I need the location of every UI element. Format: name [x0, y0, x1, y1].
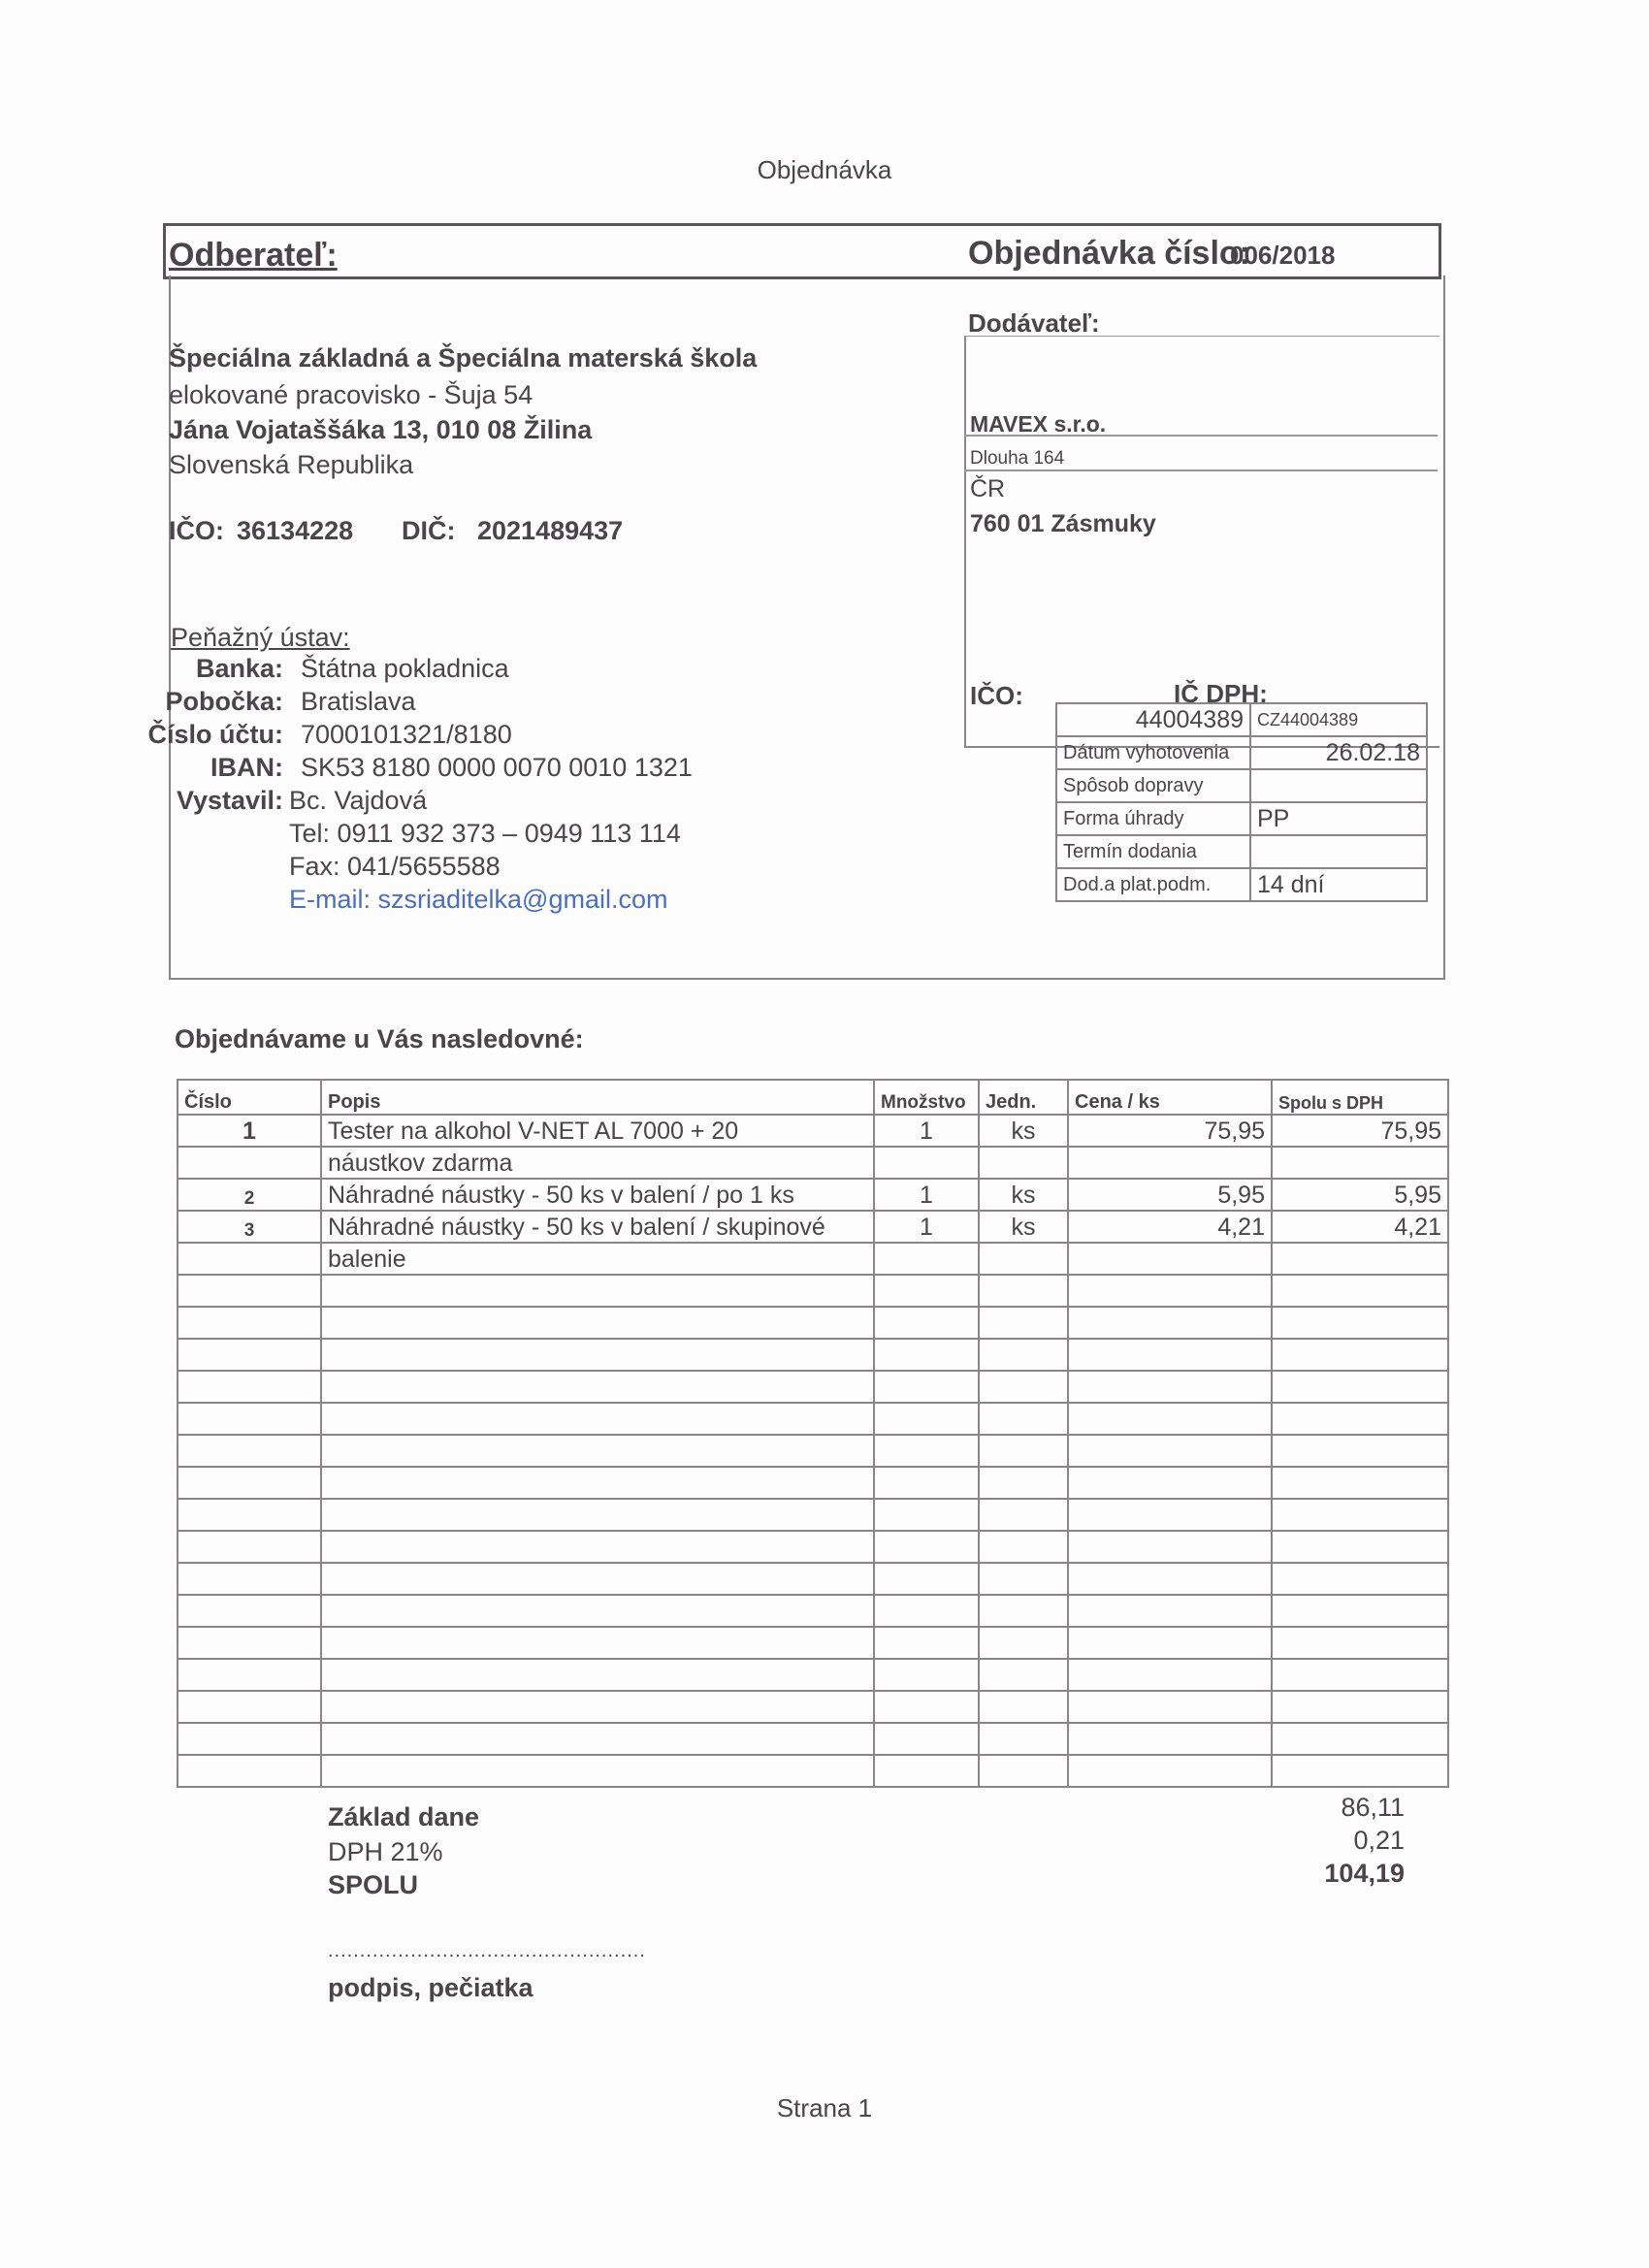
- empty-cell: [979, 1435, 1068, 1467]
- empty-cell: [1068, 1435, 1272, 1467]
- customer-ico-label: IČO:: [169, 516, 224, 545]
- cell-qty: 1: [874, 1115, 979, 1147]
- empty-cell: [979, 1755, 1068, 1787]
- empty-cell: [1068, 1499, 1272, 1531]
- empty-cell: [979, 1595, 1068, 1627]
- empty-table-row: [178, 1627, 1448, 1659]
- empty-cell: [1272, 1627, 1448, 1659]
- cell-no: [178, 1147, 321, 1179]
- cell-unit: [979, 1147, 1068, 1179]
- fax: Fax: 041/5655588: [289, 852, 501, 881]
- cell-total: [1272, 1243, 1448, 1275]
- empty-cell: [321, 1691, 874, 1723]
- empty-cell: [874, 1723, 979, 1755]
- cell-qty: [874, 1243, 979, 1275]
- account-label: Číslo účtu:: [147, 720, 283, 749]
- supplier-name: MAVEX s.r.o.: [970, 411, 1107, 437]
- empty-cell: [1272, 1275, 1448, 1307]
- empty-cell: [1068, 1627, 1272, 1659]
- empty-table-row: [178, 1499, 1448, 1531]
- supplier-street: Dlouha 164: [970, 448, 1065, 469]
- detail-label: Forma úhrady: [1056, 802, 1250, 835]
- empty-cell: [979, 1339, 1068, 1371]
- empty-cell: [321, 1339, 874, 1371]
- empty-table-row: [178, 1307, 1448, 1339]
- empty-cell: [1068, 1275, 1272, 1307]
- empty-cell: [321, 1563, 874, 1595]
- branch-label: Pobočka:: [165, 687, 283, 716]
- empty-cell: [178, 1275, 321, 1307]
- empty-table-row: [178, 1371, 1448, 1403]
- cell-desc: Tester na alkohol V-NET AL 7000 + 20: [321, 1115, 874, 1147]
- table-row: [178, 1211, 1448, 1243]
- empty-table-row: [178, 1531, 1448, 1563]
- table-row: [178, 1115, 1448, 1147]
- column-header: Jedn.: [979, 1080, 1068, 1115]
- empty-cell: [1068, 1307, 1272, 1339]
- cell-no: 3: [178, 1211, 321, 1243]
- empty-cell: [1272, 1307, 1448, 1339]
- cell-unit: ks: [979, 1211, 1068, 1243]
- empty-cell: [321, 1499, 874, 1531]
- phone: Tel: 0911 932 373 – 0949 113 114: [289, 819, 681, 848]
- empty-cell: [178, 1627, 321, 1659]
- empty-cell: [178, 1563, 321, 1595]
- empty-cell: [178, 1499, 321, 1531]
- empty-cell: [1068, 1691, 1272, 1723]
- cell-desc: Náhradné náustky - 50 ks v balení / po 1 ks: [321, 1179, 874, 1211]
- empty-cell: [178, 1531, 321, 1563]
- empty-cell: [1272, 1403, 1448, 1435]
- empty-cell: [178, 1691, 321, 1723]
- signature-label: podpis, pečiatka: [328, 1973, 534, 2002]
- empty-cell: [321, 1723, 874, 1755]
- detail-value: [1250, 835, 1427, 868]
- detail-value: PP: [1250, 802, 1427, 835]
- empty-cell: [178, 1595, 321, 1627]
- cell-qty: 1: [874, 1211, 979, 1243]
- empty-cell: [1272, 1371, 1448, 1403]
- table-row: [1056, 835, 1427, 868]
- empty-cell: [321, 1307, 874, 1339]
- total-value: 104,19: [1324, 1859, 1405, 1888]
- cell-total: 4,21: [1272, 1211, 1448, 1243]
- empty-cell: [178, 1659, 321, 1691]
- detail-label: Dátum vyhotovenia: [1056, 736, 1250, 769]
- order-number: 006/2018: [1230, 241, 1336, 270]
- empty-cell: [178, 1435, 321, 1467]
- email-link[interactable]: E-mail: szsriaditelka@gmail.com: [289, 885, 668, 914]
- issued-by: Bc. Vajdová: [289, 786, 428, 815]
- empty-table-row: [178, 1595, 1448, 1627]
- empty-cell: [979, 1275, 1068, 1307]
- empty-cell: [1272, 1723, 1448, 1755]
- cell-desc: balenie: [321, 1243, 874, 1275]
- customer-dic-label: DIČ:: [402, 516, 456, 545]
- customer-label: Odberateľ:: [169, 237, 338, 274]
- empty-cell: [874, 1467, 979, 1499]
- cell-total: [1272, 1147, 1448, 1179]
- cell-price: [1068, 1147, 1272, 1179]
- empty-table-row: [178, 1691, 1448, 1723]
- supplier-country: ČR: [970, 475, 1006, 502]
- cell-price: 75,95: [1068, 1115, 1272, 1147]
- empty-cell: [178, 1371, 321, 1403]
- empty-cell: [874, 1659, 979, 1691]
- empty-cell: [1272, 1531, 1448, 1563]
- empty-cell: [979, 1531, 1068, 1563]
- supplier-city: 760 01 Zásmuky: [970, 510, 1156, 537]
- cell-price: 5,95: [1068, 1179, 1272, 1211]
- supplier-icdph: CZ44004389: [1250, 703, 1427, 736]
- cell-qty: [874, 1147, 979, 1179]
- empty-cell: [874, 1403, 979, 1435]
- detail-label: Spôsob dopravy: [1056, 769, 1250, 802]
- iban-label: IBAN:: [210, 753, 283, 782]
- empty-cell: [321, 1435, 874, 1467]
- empty-table-row: [178, 1467, 1448, 1499]
- empty-cell: [1272, 1659, 1448, 1691]
- vat-label: DPH 21%: [328, 1837, 443, 1866]
- customer-ico: 36134228: [237, 516, 354, 545]
- empty-cell: [321, 1627, 874, 1659]
- detail-label: Dod.a plat.podm.: [1056, 868, 1250, 901]
- empty-cell: [874, 1755, 979, 1787]
- empty-cell: [1068, 1403, 1272, 1435]
- empty-cell: [1068, 1595, 1272, 1627]
- empty-cell: [1272, 1499, 1448, 1531]
- cell-no: [178, 1243, 321, 1275]
- empty-cell: [178, 1339, 321, 1371]
- supplier-ico: 44004389: [1056, 703, 1250, 736]
- table-row: [1056, 736, 1427, 769]
- empty-table-row: [178, 1563, 1448, 1595]
- supplier-label: Dodávateľ:: [968, 308, 1100, 338]
- table-row: [178, 1147, 1448, 1179]
- empty-cell: [1272, 1691, 1448, 1723]
- bank-section-label: Peňažný ústav:: [171, 623, 350, 652]
- customer-branch: elokované pracovisko - Šuja 54: [169, 380, 534, 409]
- empty-cell: [979, 1403, 1068, 1435]
- empty-table-row: [178, 1435, 1448, 1467]
- empty-cell: [874, 1563, 979, 1595]
- items-table: [177, 1079, 1449, 1788]
- empty-cell: [321, 1371, 874, 1403]
- customer-country: Slovenská Republika: [169, 450, 414, 479]
- empty-table-row: [178, 1275, 1448, 1307]
- empty-cell: [1272, 1755, 1448, 1787]
- empty-cell: [1272, 1467, 1448, 1499]
- empty-cell: [1272, 1563, 1448, 1595]
- empty-cell: [178, 1403, 321, 1435]
- cell-unit: ks: [979, 1179, 1068, 1211]
- empty-cell: [1272, 1595, 1448, 1627]
- detail-label: Termín dodania: [1056, 835, 1250, 868]
- empty-cell: [979, 1627, 1068, 1659]
- empty-cell: [874, 1627, 979, 1659]
- empty-table-row: [178, 1403, 1448, 1435]
- document-title: Objednávka: [757, 155, 892, 184]
- column-header: Spolu s DPH: [1272, 1080, 1448, 1115]
- empty-cell: [979, 1467, 1068, 1499]
- table-row: [1056, 769, 1427, 802]
- customer-street: Jána Vojataššáka 13, 010 08 Žilina: [169, 415, 593, 444]
- column-header: Popis: [321, 1080, 874, 1115]
- empty-cell: [178, 1723, 321, 1755]
- empty-cell: [1272, 1339, 1448, 1371]
- empty-cell: [178, 1755, 321, 1787]
- supplier-icdph-label: IČ DPH:: [1174, 679, 1268, 708]
- table-header-row: [178, 1080, 1448, 1115]
- empty-cell: [178, 1307, 321, 1339]
- empty-cell: [321, 1755, 874, 1787]
- order-number-label: Objednávka číslo:: [968, 235, 1250, 272]
- column-header: Cena / ks: [1068, 1080, 1272, 1115]
- supplier-ico-label: IČO:: [970, 681, 1023, 710]
- empty-cell: [874, 1691, 979, 1723]
- empty-cell: [1068, 1563, 1272, 1595]
- customer-dic: 2021489437: [477, 516, 624, 545]
- empty-cell: [874, 1531, 979, 1563]
- empty-cell: [321, 1403, 874, 1435]
- cell-qty: 1: [874, 1179, 979, 1211]
- empty-cell: [874, 1307, 979, 1339]
- branch-value: Bratislava: [301, 687, 416, 716]
- cell-price: 4,21: [1068, 1211, 1272, 1243]
- empty-cell: [874, 1275, 979, 1307]
- cell-price: [1068, 1243, 1272, 1275]
- column-header: Množstvo: [874, 1080, 979, 1115]
- empty-cell: [1272, 1435, 1448, 1467]
- empty-cell: [979, 1723, 1068, 1755]
- table-row: [178, 1243, 1448, 1275]
- signature-line: ..................................................: [328, 1940, 646, 1961]
- detail-value: [1250, 769, 1427, 802]
- empty-cell: [321, 1531, 874, 1563]
- empty-table-row: [178, 1755, 1448, 1787]
- total-label: SPOLU: [328, 1870, 419, 1899]
- empty-cell: [979, 1499, 1068, 1531]
- empty-cell: [874, 1499, 979, 1531]
- tax-base-value: 86,11: [1341, 1793, 1405, 1822]
- empty-cell: [874, 1339, 979, 1371]
- customer-name: Špeciálna základná a Špeciálna materská škola: [169, 343, 758, 373]
- cell-total: 75,95: [1272, 1115, 1448, 1147]
- empty-cell: [1068, 1467, 1272, 1499]
- empty-cell: [979, 1307, 1068, 1339]
- cell-desc: náustkov zdarma: [321, 1147, 874, 1179]
- iban-value: SK53 8180 0000 0070 0010 1321: [301, 753, 693, 782]
- table-row: [178, 1179, 1448, 1211]
- column-header: Číslo: [178, 1080, 321, 1115]
- empty-cell: [874, 1595, 979, 1627]
- cell-total: 5,95: [1272, 1179, 1448, 1211]
- empty-cell: [979, 1563, 1068, 1595]
- table-row: [1056, 868, 1427, 901]
- detail-value: 14 dní: [1250, 868, 1427, 901]
- items-intro: Objednávame u Vás nasledovné:: [175, 1024, 584, 1053]
- empty-cell: [321, 1595, 874, 1627]
- cell-no: 2: [178, 1179, 321, 1211]
- empty-cell: [321, 1467, 874, 1499]
- vat-value: 0,21: [1353, 1826, 1405, 1855]
- empty-cell: [1068, 1755, 1272, 1787]
- table-row: [1056, 802, 1427, 835]
- empty-cell: [979, 1659, 1068, 1691]
- cell-no: 1: [178, 1115, 321, 1147]
- order-details-table: [1055, 702, 1428, 902]
- empty-cell: [321, 1659, 874, 1691]
- empty-cell: [874, 1435, 979, 1467]
- empty-cell: [321, 1275, 874, 1307]
- bank-label: Banka:: [195, 654, 283, 683]
- cell-desc: Náhradné náustky - 50 ks v balení / skupinové: [321, 1211, 874, 1243]
- divider: [964, 470, 1438, 471]
- empty-table-row: [178, 1723, 1448, 1755]
- empty-table-row: [178, 1339, 1448, 1371]
- empty-cell: [1068, 1723, 1272, 1755]
- detail-value: 26.02.18: [1250, 736, 1427, 769]
- empty-cell: [1068, 1531, 1272, 1563]
- empty-cell: [1068, 1339, 1272, 1371]
- empty-cell: [1068, 1371, 1272, 1403]
- page-number: Strana 1: [776, 2093, 873, 2122]
- empty-cell: [1068, 1659, 1272, 1691]
- issued-by-label: Vystavil:: [176, 786, 283, 815]
- account-value: 7000101321/8180: [301, 720, 512, 749]
- empty-cell: [979, 1691, 1068, 1723]
- bank-value: Štátna pokladnica: [301, 654, 509, 683]
- table-row: [1056, 703, 1427, 736]
- cell-unit: [979, 1243, 1068, 1275]
- empty-table-row: [178, 1659, 1448, 1691]
- empty-cell: [178, 1467, 321, 1499]
- cell-unit: ks: [979, 1115, 1068, 1147]
- empty-cell: [874, 1371, 979, 1403]
- tax-base-label: Základ dane: [328, 1802, 480, 1831]
- empty-cell: [979, 1371, 1068, 1403]
